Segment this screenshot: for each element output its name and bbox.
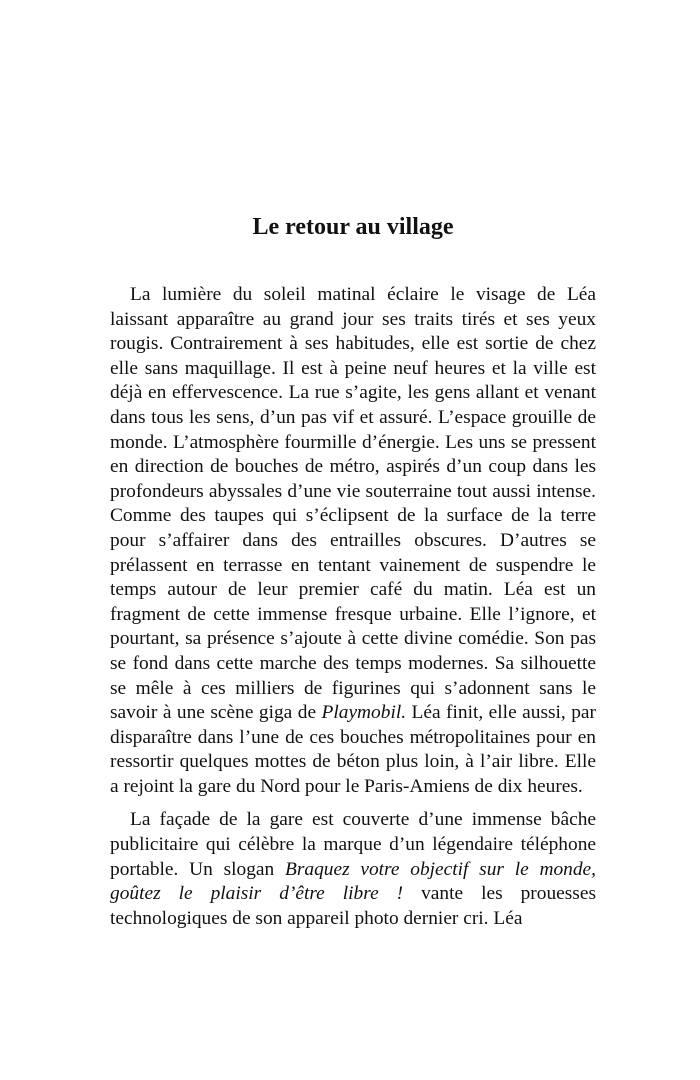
- chapter-title: Le retour au village: [252, 214, 454, 240]
- paragraph-1: [110, 283, 596, 799]
- italic-segment: Playmobil.: [321, 702, 407, 724]
- text-segment: Léa finit, elle aussi, par disparaître dans l’une de ces bouches métropolitaines pour en ressortir quelques mottes de béton plus loin, à l’air libre. Elle a rejoint la gare du Nord pour le Paris-Amiens de dix heures.: [110, 702, 596, 797]
- text-segment: La façade de la gare est couverte d’une immense bâche publicitaire qui célèbre la marque d’un légendaire téléphone portable. Un slogan: [110, 809, 596, 880]
- text-segment: La lumière du soleil matinal éclaire le visage de Léa laissant apparaître au grand jour ses traits tirés et ses yeux rougis. Contrairement à ses habitudes, elle est sortie de chez elle sans maquillage. Il est à peine neuf heures et la ville est déjà en effervescence. La rue s’agite, les gens allant et venant dans tous les sens, d’un pas vif et assuré. L’espace grouille de monde. L’atmosphère fourmille d’énergie. Les uns se pressent en direction de bouches de métro, aspirés d’un coup dans les profondeurs abyssales d’une vie souterraine tout aussi intense. Comme des taupes qui s’éclipsent de la surface de la terre pour s’affairer dans des entrailles obscures. D’autres se prélassent en terrasse en tentant vainement de suspendre le temps autour de leur premier café du matin. Léa est un fragment de cette immense fresque urbaine. Elle l’ignore, et pourtant, sa présence s’ajoute à cette divine comédie. Son pas se fond dans cette marche des temps modernes. Sa silhouette se mêle à ces milliers de figurines qui s’adonnent sans le savoir à une scène giga de: [110, 284, 596, 724]
- paragraph-2: [110, 808, 596, 931]
- chapter-body: [110, 283, 596, 931]
- italic-segment: Braquez votre objectif sur le monde, goûtez le plaisir d’être libre !: [110, 858, 597, 905]
- text-segment: vante les prouesses technologiques de son appareil photo dernier cri. Léa: [110, 883, 596, 929]
- book-page: [110, 0, 596, 1080]
